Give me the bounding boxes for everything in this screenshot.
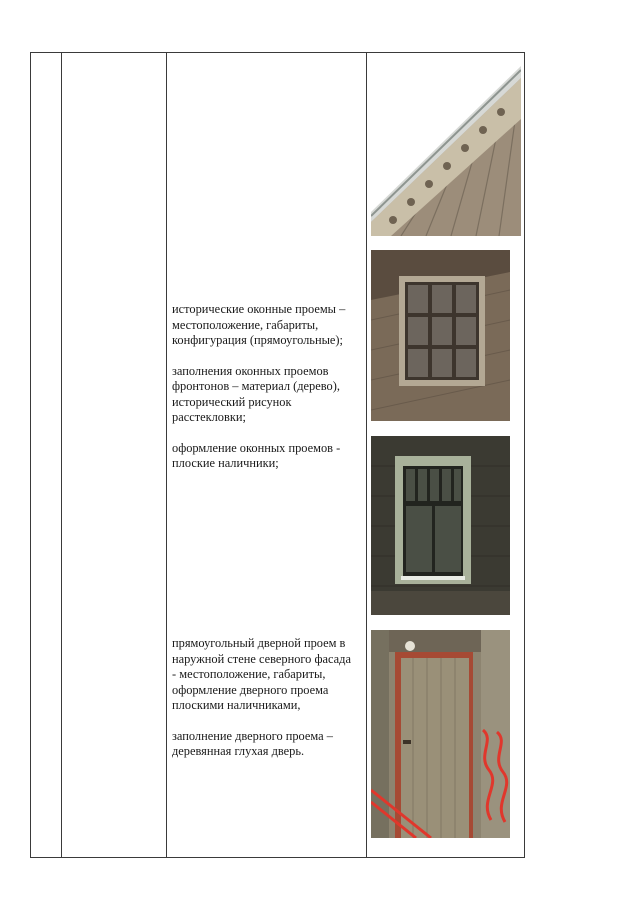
photo-door <box>371 630 510 838</box>
door-opening-text <box>172 636 354 760</box>
door-item-2: заполнение дверного проема – деревянная глухая дверь. <box>172 728 333 758</box>
photo-gable-carved-trim <box>371 64 521 236</box>
window-item-3: оформление оконных проемов - плоские наличники; <box>172 440 341 470</box>
column-divider-3 <box>366 53 367 857</box>
door-item-1: прямоугольный дверной проем в наружной стене северного фасада - местоположение, габариты, оформление дверного проема плоскими наличниками, <box>172 636 351 712</box>
photo-window-casing <box>371 436 510 615</box>
photo-gable-window <box>371 250 510 421</box>
window-item-2: заполнения оконных проемов фронтонов – материал (дерево), исторический рисунок расстекловки; <box>172 363 340 424</box>
column-divider-2 <box>166 53 167 857</box>
window-openings-text <box>172 302 362 472</box>
window-item-1: исторические оконные проемы – местоположение, габариты, конфигурация (прямоугольные); <box>172 302 346 347</box>
column-divider-1 <box>61 53 62 857</box>
